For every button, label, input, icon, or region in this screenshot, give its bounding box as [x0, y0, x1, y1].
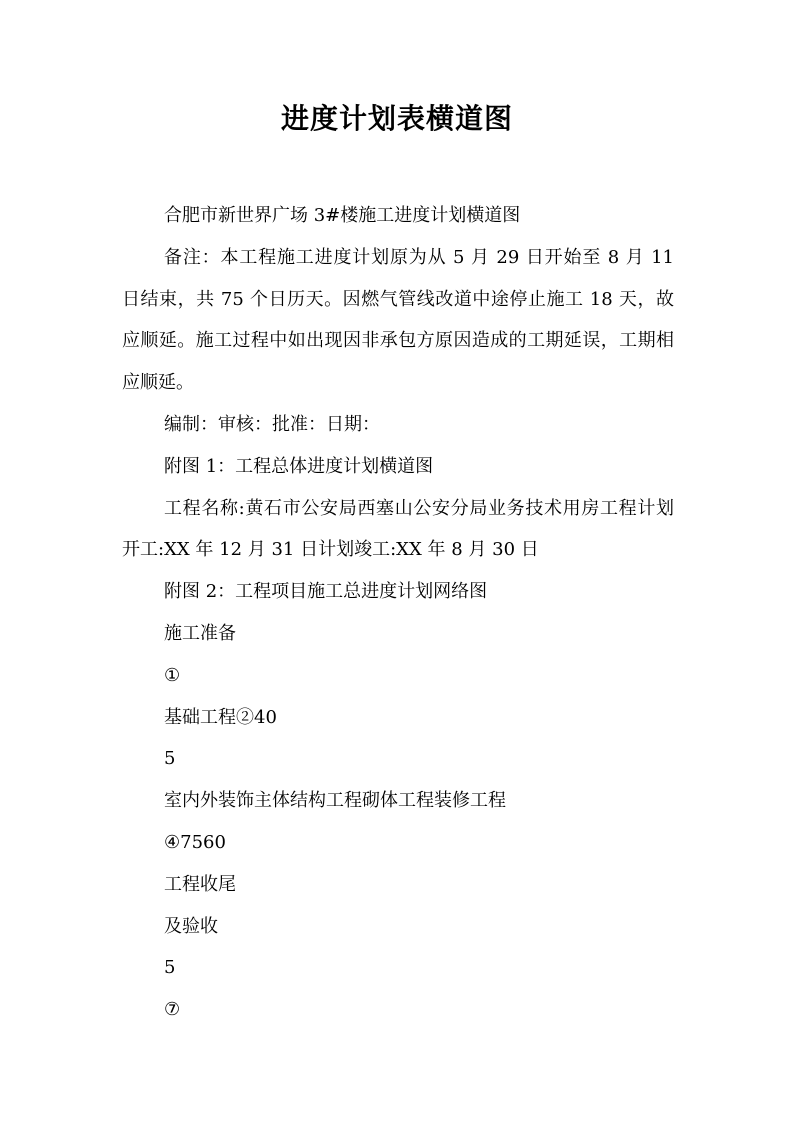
paragraph-signoff: 编制：审核：批准：日期：	[164, 413, 380, 435]
paragraph-node-1: ①	[164, 664, 181, 686]
paragraph-acceptance: 及验收	[164, 915, 218, 937]
paragraph-construction-prep: 施工准备	[164, 622, 236, 644]
paragraph-value-5-b: 5	[164, 957, 176, 979]
paragraph-node-4: ④7560	[164, 831, 226, 853]
paragraph-remarks: 备注：本工程施工进度计划原为从 5 月 29 日开始至 8 月 11 日结束，共 75 个日历天。因燃气管线改道中途停止施工 18 天，故应顺延。施工过程中如出现因非承包方原因造成的工期延误，工期相应顺延。	[122, 246, 674, 394]
paragraph-foundation: 基础工程②40	[164, 706, 277, 728]
document-title: 进度计划表横道图	[280, 102, 513, 135]
paragraph-finishing: 工程收尾	[164, 873, 236, 895]
paragraph-figure-2: 附图 2：工程项目施工总进度计划网络图	[164, 581, 488, 603]
paragraph-works-list: 室内外装饰主体结构工程砌体工程装修工程	[164, 790, 506, 812]
document-body	[122, 195, 674, 1031]
paragraph-project-info: 工程名称:黄石市公安局西塞山公安分局业务技术用房工程计划开工:XX 年 12 月 31 日计划竣工:XX 年 8 月 30 日	[122, 497, 674, 561]
paragraph-figure-1: 附图 1：工程总体进度计划横道图	[164, 455, 434, 477]
paragraph-node-7: ⑦	[164, 999, 181, 1021]
paragraph-value-5-a: 5	[164, 748, 176, 770]
paragraph-project-heading: 合肥市新世界广场 3#楼施工进度计划横道图	[164, 205, 521, 226]
